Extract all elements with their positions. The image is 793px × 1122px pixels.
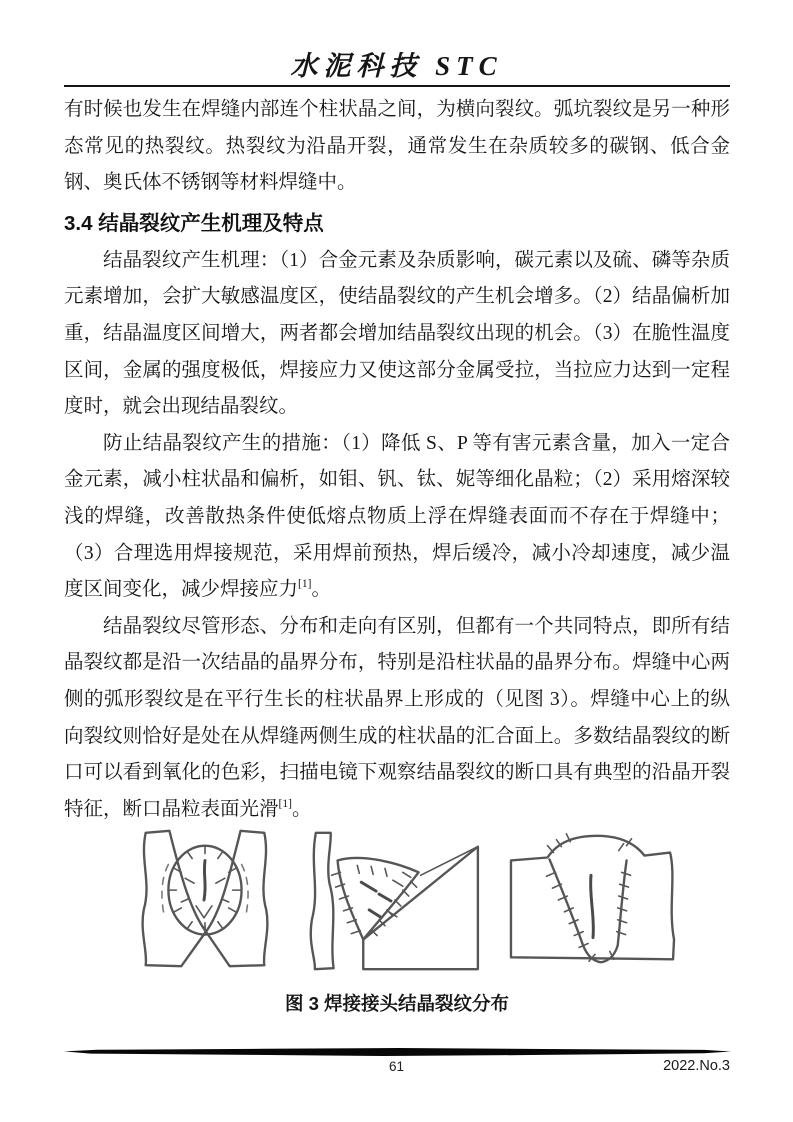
sketch2-left-strip	[311, 833, 334, 969]
butt-joint-weld-bead-centerline-crack-sketch	[508, 820, 730, 980]
paragraph-prevention-tail: 。	[311, 579, 331, 601]
journal-title: 水泥科技 STC	[290, 51, 503, 81]
citation-ref-1: [1]	[298, 578, 312, 591]
footer-issue: 2022.No.3	[663, 1058, 730, 1074]
paragraph-prevention-text: 防止结晶裂纹产生的措施：（1）降低 S、P 等有害元素含量，加入一定合金元素，减小柱状晶和偏析，如钼、钒、钛、妮等细化晶粒；（2）采用熔深较浅的焊缝，改善散热条件使低熔点物质上浮在焊缝表面而不存在于焊缝中；（3）合理选用焊接规范，采用焊前预热，焊后缓冷，减小冷却速度，减少温度区间变化，减少焊接应力	[64, 432, 730, 601]
section-heading-3-4: 3.4 结晶裂纹产生机理及特点	[64, 211, 324, 235]
article-body	[64, 92, 730, 828]
paragraph-intro: 有时候也发生在焊缝内部连个柱状晶之间，为横向裂纹。弧坑裂纹是另一种形态常见的热裂纹。热裂纹为沿晶开裂，通常发生在杂质较多的碳钢、低合金钢、奥氏体不锈钢等材料焊缝中。	[64, 99, 730, 194]
footer-rule	[64, 1048, 731, 1056]
sketch1-crack	[185, 860, 225, 930]
citation-ref-1: [1]	[278, 797, 292, 810]
paragraph-features-tail: 。	[291, 798, 312, 820]
figure-3-caption: 图 3 焊接接头结晶裂纹分布	[284, 993, 510, 1014]
x-groove-joint-oval-weld-nugget-crack-sketch	[120, 820, 290, 980]
figure-3-sketches	[64, 816, 730, 980]
sketch2-weld-zone	[332, 858, 419, 940]
sketch2-cracks	[361, 872, 410, 916]
header-rule	[64, 85, 730, 87]
paragraph-mechanism: 结晶裂纹产生机理：（1）合金元素及杂质影响，碳元素以及硫、磷等杂质元素增加，会扩大敏感温度区，使结晶裂纹的产生机会增多。（2）结晶偏析加重，结晶温度区间增大，两者都会增加结晶裂纹出现的机会。（3）在脆性温度区间，金属的强度极低，焊接应力又使这部分金属受拉，当拉应力达到一定程度时，就会出现结晶裂纹。	[64, 249, 730, 418]
paragraph-features	[64, 609, 730, 829]
single-bevel-joint-triangular-weld-crack-sketch	[300, 820, 498, 980]
paragraph-features-text: 结晶裂纹尽管形态、分布和走向有区别，但都有一个共同特点，即所有结晶裂纹都是沿一次结晶的晶界分布，特别是沿柱状晶的晶界分布。焊缝中心两侧的弧形裂纹是在平行生长的柱状晶界上形成的（见图 3）。焊缝中心上的纵向裂纹则恰好是处在从焊缝两侧生成的柱状晶的汇合面上。多数结晶裂纹的断口可以看到氧化的色彩，扫描电镜下观察结晶裂纹的断口具有典型的沿晶开裂特征，断口晶粒表面光滑	[64, 615, 730, 820]
paragraph-prevention	[64, 426, 730, 609]
figure-3	[64, 816, 730, 1016]
footer-page-number: 61	[388, 1059, 405, 1074]
sketch2-right-block	[363, 847, 478, 970]
sketch3-crack	[590, 875, 593, 937]
sketch3-fusion-lines	[546, 834, 631, 962]
